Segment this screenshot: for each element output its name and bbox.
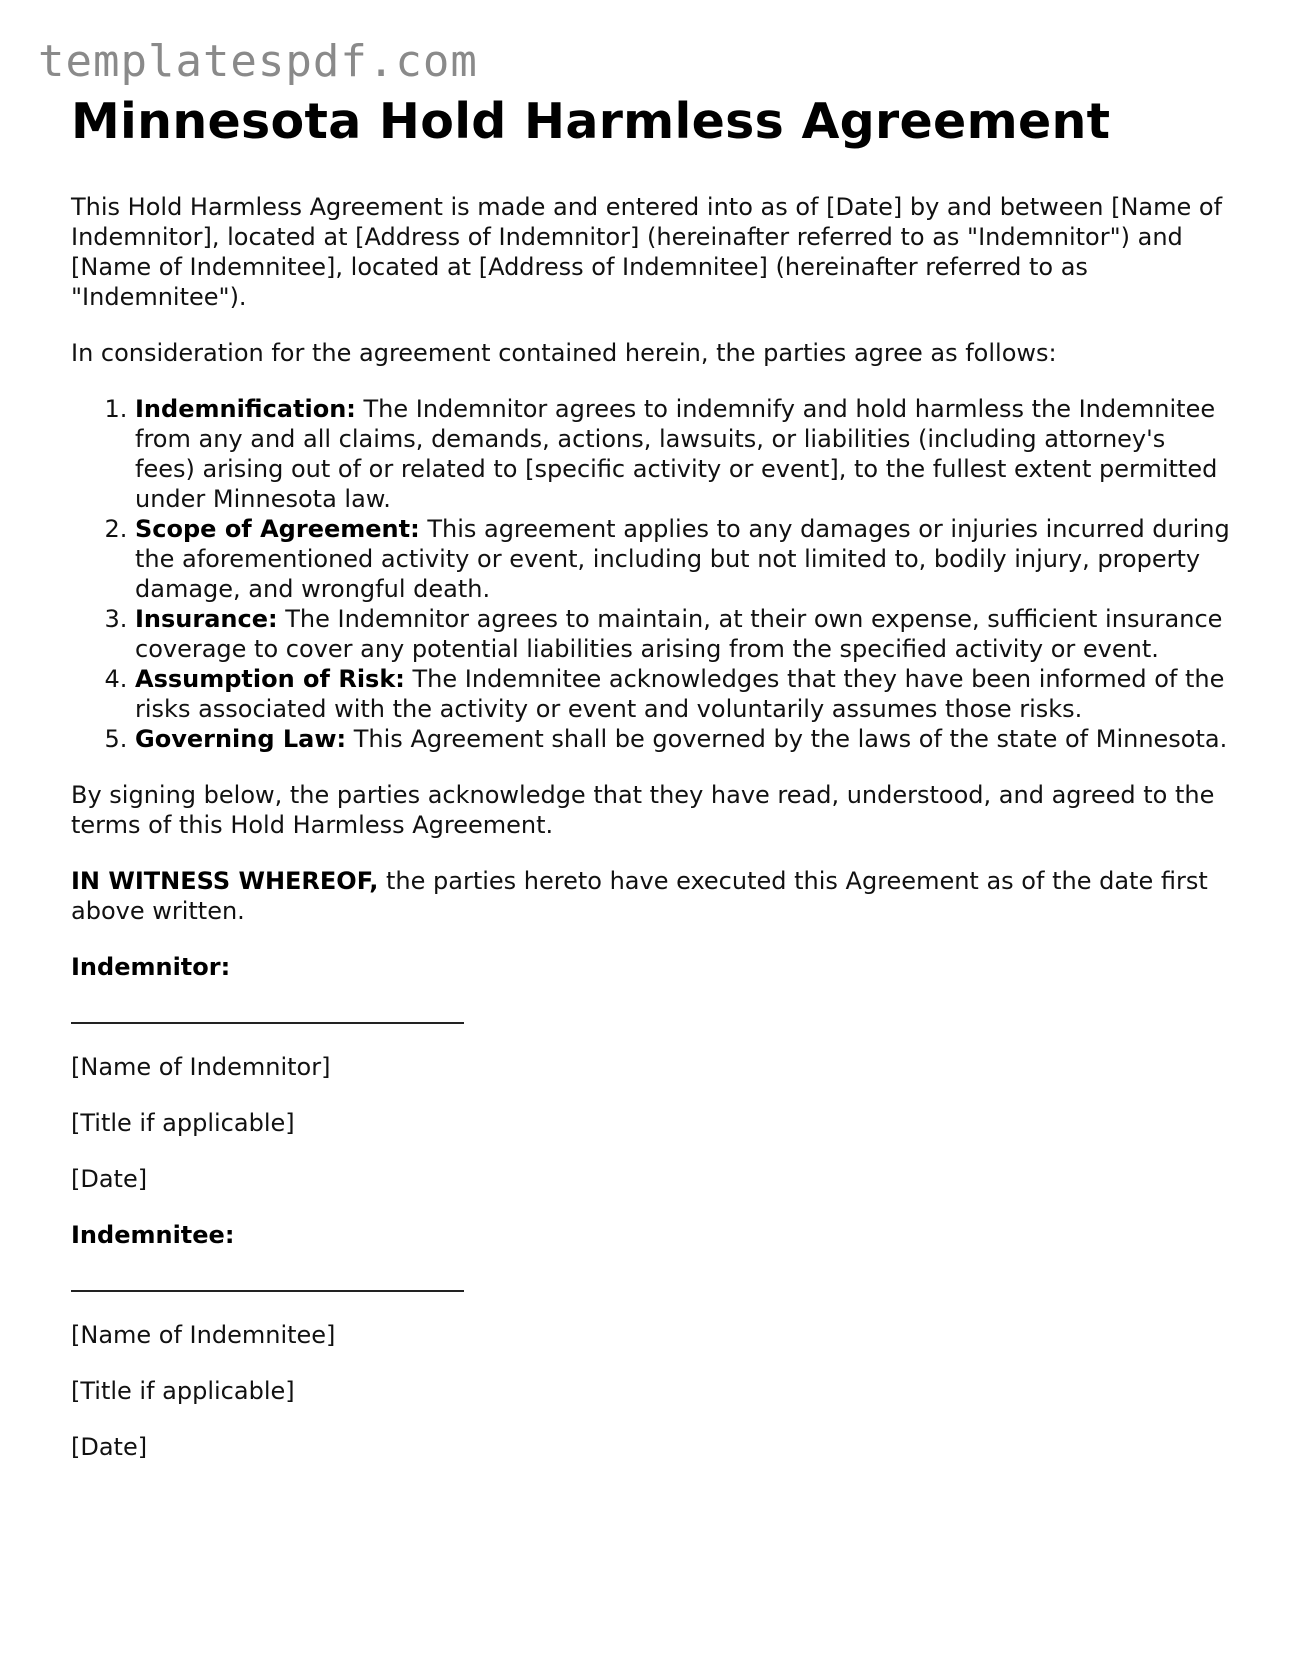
signing-paragraph: By signing below, the parties acknowledge that they have read, understood, and agreed to the terms of this Hold Harmless Agreement. — [71, 781, 1215, 839]
indemnitee-label: Indemnitee: — [71, 1221, 235, 1249]
indemnitee-title: [Title if applicable] — [71, 1377, 295, 1405]
indemnitor-name: [Name of Indemnitor] — [71, 1053, 331, 1081]
clause-heading: Governing Law: — [135, 725, 347, 753]
indemnitor-date: [Date] — [71, 1165, 148, 1193]
clause-text: This Agreement shall be governed by the laws of the state of Minnesota. — [346, 725, 1228, 753]
indemnitee-name: [Name of Indemnitee] — [71, 1321, 336, 1349]
clause-item — [135, 394, 1231, 514]
clause-heading: Insurance: — [135, 605, 278, 633]
clause-text: The Indemnitor agrees to indemnify and hold harmless the Indemnitee from any and all claims, demands, actions, lawsuits, or liabilities (including attorney's fees) arising out of or related to [specific activity or event], to the fullest extent permitted under Minnesota law. — [135, 395, 1218, 513]
clause-list — [71, 394, 1231, 754]
document-body — [71, 90, 1231, 1462]
clause-text: This agreement applies to any damages or injuries incurred during the aforementioned activity or event, including but not limited to, bodily injury, property damage, and wrongful death. — [135, 515, 1230, 603]
consideration-paragraph: In consideration for the agreement contained herein, the parties agree as follows: — [71, 339, 1057, 367]
indemnitee-signature-line[interactable] — [71, 1290, 464, 1292]
witness-text: the parties hereto have executed this Agreement as of the date first above written. — [71, 867, 1208, 925]
witness-lead: IN WITNESS WHEREOF, — [71, 867, 379, 895]
clause-item — [135, 604, 1231, 664]
clause-text: The Indemnitor agrees to maintain, at their own expense, sufficient insurance coverage to cover any potential liabilities arising from the specified activity or event. — [135, 605, 1223, 663]
clause-item — [135, 724, 1231, 754]
indemnitee-signature-block — [71, 1220, 1231, 1462]
clause-heading: Assumption of Risk: — [135, 665, 405, 693]
watermark: templatespdf.com — [38, 36, 478, 87]
clause-item — [135, 514, 1231, 604]
indemnitor-signature-block — [71, 952, 1231, 1194]
indemnitor-label: Indemnitor: — [71, 953, 231, 981]
indemnitee-date: [Date] — [71, 1433, 148, 1461]
indemnitor-title: [Title if applicable] — [71, 1109, 295, 1137]
document-title: Minnesota Hold Harmless Agreement — [71, 93, 1111, 150]
clause-heading: Indemnification: — [135, 395, 356, 423]
clause-item — [135, 664, 1231, 724]
indemnitor-signature-line[interactable] — [71, 1022, 464, 1024]
witness-paragraph — [71, 866, 1231, 926]
intro-paragraph: This Hold Harmless Agreement is made and entered into as of [Date] by and between [Name of Indemnitor], located at [Address of Indemnitor] (hereinafter referred to as "Indemnitor") and [Name of Indemnitee], located at [Address of Indemnitee] (hereinafter referred to as "Indemnitee"). — [71, 193, 1223, 311]
clause-text: The Indemnitee acknowledges that they have been informed of the risks associated with the activity or event and voluntarily assumes those risks. — [135, 665, 1225, 723]
clause-heading: Scope of Agreement: — [135, 515, 420, 543]
